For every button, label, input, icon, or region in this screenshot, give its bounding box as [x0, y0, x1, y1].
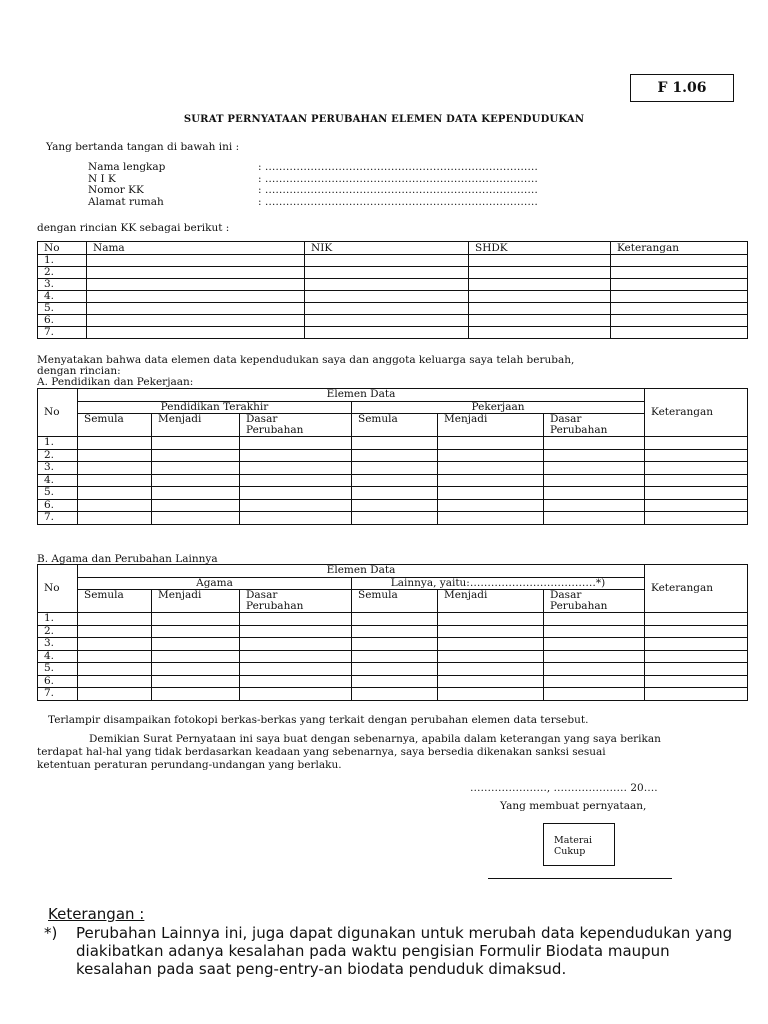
stamp-text: Materai	[554, 835, 593, 846]
cell[interactable]	[544, 638, 645, 651]
table-row	[38, 625, 748, 638]
cell[interactable]	[438, 638, 544, 651]
cell[interactable]	[438, 650, 544, 663]
row-number: 5.	[38, 487, 78, 500]
cell-keterangan[interactable]	[611, 327, 748, 339]
col-header-dasar-perubahan	[544, 414, 645, 437]
table-row	[38, 315, 748, 327]
table-row	[38, 487, 748, 500]
cell[interactable]	[152, 650, 240, 663]
cell[interactable]	[645, 487, 748, 500]
col-header-dasar-perubahan	[544, 590, 645, 613]
cell[interactable]	[352, 638, 438, 651]
col-header-semula: Semula	[78, 590, 152, 613]
section-a-title: A. Pendidikan dan Pekerjaan:	[37, 376, 194, 388]
cell[interactable]	[78, 462, 152, 475]
row-number: 2.	[38, 449, 78, 462]
cell[interactable]	[352, 449, 438, 462]
cell[interactable]	[152, 474, 240, 487]
cell[interactable]	[240, 613, 352, 626]
cell[interactable]	[438, 663, 544, 676]
col-header-dasar-perubahan	[240, 414, 352, 437]
statement-line: Menyatakan bahwa data elemen data kependudukan saya dan anggota keluarga saya telah berubah,	[37, 354, 575, 366]
table-row	[38, 688, 748, 701]
cell-nama[interactable]	[87, 279, 305, 291]
cell[interactable]	[438, 675, 544, 688]
header-line: Dasar	[246, 413, 278, 425]
cell[interactable]	[78, 499, 152, 512]
cell-shdk[interactable]	[469, 291, 611, 303]
table-row	[38, 499, 748, 512]
col-header-semula: Semula	[352, 414, 438, 437]
cell[interactable]	[645, 474, 748, 487]
cell[interactable]	[152, 675, 240, 688]
row-number: 5.	[38, 663, 78, 676]
cell[interactable]	[152, 638, 240, 651]
identity-blank: : ……………………………………………………………………	[258, 195, 538, 208]
header-line: Perubahan	[550, 424, 608, 436]
col-header-no: No	[38, 565, 78, 613]
identity-label: Nomor KK	[88, 184, 144, 196]
cell[interactable]	[240, 474, 352, 487]
cell[interactable]	[240, 487, 352, 500]
cell[interactable]	[438, 613, 544, 626]
cell[interactable]	[240, 462, 352, 475]
cell-keterangan[interactable]	[611, 255, 748, 267]
cell[interactable]	[645, 663, 748, 676]
cell[interactable]	[240, 663, 352, 676]
section-a-table	[37, 388, 748, 525]
col-header-menjadi: Menjadi	[152, 590, 240, 613]
section-b-header-row-2	[38, 577, 748, 590]
section-a-header-row-3	[38, 414, 748, 437]
note-title: Keterangan :	[48, 905, 145, 923]
cell[interactable]	[645, 462, 748, 475]
cell-nama[interactable]	[87, 267, 305, 279]
cell[interactable]	[152, 462, 240, 475]
cell-shdk[interactable]	[469, 327, 611, 339]
cell[interactable]	[438, 474, 544, 487]
table-row	[38, 291, 748, 303]
cell-nama[interactable]	[87, 291, 305, 303]
kk-intro-text: dengan rincian KK sebagai berikut :	[37, 222, 230, 234]
statement-line: dengan rincian:	[37, 365, 121, 377]
cell[interactable]	[438, 512, 544, 525]
table-row	[38, 449, 748, 462]
cell[interactable]	[352, 625, 438, 638]
section-b-header-row-1	[38, 565, 748, 578]
cell[interactable]	[544, 675, 645, 688]
cell-keterangan[interactable]	[611, 303, 748, 315]
cell[interactable]	[152, 449, 240, 462]
section-a-header-row-2	[38, 401, 748, 414]
identity-blank: : ……………………………………………………………………	[258, 161, 538, 173]
cell[interactable]	[152, 613, 240, 626]
section-b-header-row-3	[38, 590, 748, 613]
cell[interactable]	[645, 638, 748, 651]
col-header-nik: NIK	[305, 242, 469, 255]
cell-shdk[interactable]	[469, 279, 611, 291]
signer-label: Yang membuat pernyataan,	[500, 800, 647, 812]
row-number: 7.	[38, 512, 78, 525]
cell-nama[interactable]	[87, 315, 305, 327]
table-row	[38, 267, 748, 279]
cell[interactable]	[645, 499, 748, 512]
cell[interactable]	[352, 462, 438, 475]
identity-label: Nama lengkap	[88, 161, 166, 173]
cell[interactable]	[78, 675, 152, 688]
cell[interactable]	[645, 512, 748, 525]
cell[interactable]	[78, 625, 152, 638]
identity-blank: : ……………………………………………………………………	[258, 184, 538, 196]
identity-fields	[88, 162, 588, 208]
cell[interactable]	[544, 487, 645, 500]
cell[interactable]	[240, 675, 352, 688]
cell-shdk[interactable]	[469, 255, 611, 267]
cell[interactable]	[352, 474, 438, 487]
cell[interactable]	[240, 625, 352, 638]
cell-nama[interactable]	[87, 327, 305, 339]
header-line: Perubahan	[550, 600, 608, 612]
cell[interactable]	[152, 512, 240, 525]
row-number: 4.	[38, 291, 87, 303]
cell-shdk[interactable]	[469, 303, 611, 315]
cell[interactable]	[240, 512, 352, 525]
row-number: 7.	[38, 327, 87, 339]
cell[interactable]	[240, 650, 352, 663]
cell[interactable]	[645, 625, 748, 638]
row-number: 2.	[38, 267, 87, 279]
attachment-text: Terlampir disampaikan fotokopi berkas-berkas yang terkait dengan perubahan elemen data tersebut.	[48, 714, 589, 726]
row-number: 3.	[38, 279, 87, 291]
cell[interactable]	[78, 663, 152, 676]
cell[interactable]	[544, 613, 645, 626]
group-header-pendidikan: Pendidikan Terakhir	[78, 401, 352, 414]
row-number: 7.	[38, 688, 78, 701]
stamp-text: Cukup	[554, 846, 586, 857]
header-line: Perubahan	[246, 600, 304, 612]
table-row	[38, 512, 748, 525]
identity-label: Alamat rumah	[88, 195, 164, 208]
cell[interactable]	[78, 512, 152, 525]
cell-nik[interactable]	[305, 279, 469, 291]
col-header-keterangan: Keterangan	[645, 389, 748, 437]
table-row	[38, 279, 748, 291]
cell[interactable]	[438, 449, 544, 462]
cell[interactable]	[645, 688, 748, 701]
cell[interactable]	[438, 499, 544, 512]
place-date-blank: …………………., ………………… 20….	[470, 782, 658, 794]
cell-nik[interactable]	[305, 267, 469, 279]
table-row	[38, 663, 748, 676]
identity-row-kk	[88, 185, 588, 197]
identity-row-address	[88, 197, 588, 209]
cell[interactable]	[645, 437, 748, 450]
signature-line	[488, 878, 672, 879]
cell[interactable]	[78, 449, 152, 462]
col-header-shdk: SHDK	[469, 242, 611, 255]
cell-shdk[interactable]	[469, 315, 611, 327]
cell-nik[interactable]	[305, 255, 469, 267]
cell[interactable]	[645, 449, 748, 462]
row-number: 3.	[38, 462, 78, 475]
cell[interactable]	[352, 487, 438, 500]
group-header-pekerjaan: Pekerjaan	[352, 401, 645, 414]
statement-text	[37, 355, 574, 388]
cell-keterangan[interactable]	[611, 315, 748, 327]
closing-line: terdapat hal-hal yang tidak berdasarkan keadaan yang sebenarnya, saya bersedia dikenakan sanksi sesuai	[37, 746, 606, 758]
cell[interactable]	[544, 650, 645, 663]
closing-paragraph	[37, 733, 753, 772]
cell[interactable]	[240, 638, 352, 651]
cell[interactable]	[438, 462, 544, 475]
col-header-menjadi: Menjadi	[438, 414, 544, 437]
col-header-keterangan: Keterangan	[611, 242, 748, 255]
cell-nik[interactable]	[305, 315, 469, 327]
identity-label: N I K	[88, 172, 116, 185]
cell-nik[interactable]	[305, 303, 469, 315]
col-header-dasar-perubahan	[240, 590, 352, 613]
cell[interactable]	[152, 688, 240, 701]
cell[interactable]	[240, 449, 352, 462]
cell[interactable]	[352, 675, 438, 688]
header-line: Perubahan	[246, 424, 304, 436]
cell[interactable]	[544, 437, 645, 450]
cell[interactable]	[438, 625, 544, 638]
cell[interactable]	[78, 688, 152, 701]
cell[interactable]	[78, 487, 152, 500]
table-row	[38, 437, 748, 450]
row-number: 3.	[38, 638, 78, 651]
row-number: 6.	[38, 675, 78, 688]
cell-nama[interactable]	[87, 303, 305, 315]
col-header-keterangan: Keterangan	[645, 565, 748, 613]
cell[interactable]	[152, 499, 240, 512]
table-row	[38, 462, 748, 475]
table-row	[38, 327, 748, 339]
section-a-header-row-1	[38, 389, 748, 402]
col-header-semula: Semula	[78, 414, 152, 437]
cell[interactable]	[645, 650, 748, 663]
kk-table	[37, 241, 748, 339]
cell-nama[interactable]	[87, 255, 305, 267]
cell[interactable]	[78, 638, 152, 651]
kk-header-row	[38, 242, 748, 255]
row-number: 6.	[38, 315, 87, 327]
cell-keterangan[interactable]	[611, 267, 748, 279]
cell[interactable]	[152, 663, 240, 676]
table-row	[38, 303, 748, 315]
cell[interactable]	[152, 625, 240, 638]
table-row	[38, 675, 748, 688]
closing-line: Demikian Surat Pernyataan ini saya buat dengan sebenarnya, apabila dalam keterangan yang saya berikan	[89, 733, 661, 745]
cell[interactable]	[544, 499, 645, 512]
cell-keterangan[interactable]	[611, 279, 748, 291]
cell[interactable]	[78, 650, 152, 663]
cell[interactable]	[438, 437, 544, 450]
col-header-nama: Nama	[87, 242, 305, 255]
cell[interactable]	[152, 487, 240, 500]
cell[interactable]	[352, 688, 438, 701]
materai-stamp-box	[543, 823, 615, 866]
identity-row-name	[88, 162, 588, 174]
table-row	[38, 650, 748, 663]
section-b-table	[37, 564, 748, 701]
row-number: 1.	[38, 437, 78, 450]
table-row	[38, 613, 748, 626]
header-line: Dasar	[550, 589, 582, 601]
cell[interactable]	[352, 437, 438, 450]
cell[interactable]	[78, 437, 152, 450]
elemen-data-header: Elemen Data	[78, 565, 645, 578]
elemen-data-header: Elemen Data	[78, 389, 645, 402]
cell-nik[interactable]	[305, 327, 469, 339]
cell-nik[interactable]	[305, 291, 469, 303]
group-header-lainnya: Lainnya, yaitu:………………………………*)	[352, 577, 645, 590]
cell[interactable]	[645, 675, 748, 688]
cell[interactable]	[544, 474, 645, 487]
row-number: 2.	[38, 625, 78, 638]
cell[interactable]	[544, 449, 645, 462]
col-header-no: No	[38, 242, 87, 255]
cell[interactable]	[438, 487, 544, 500]
cell-shdk[interactable]	[469, 267, 611, 279]
cell[interactable]	[352, 650, 438, 663]
table-row	[38, 638, 748, 651]
row-number: 1.	[38, 255, 87, 267]
cell[interactable]	[78, 474, 152, 487]
form-code-box: F 1.06	[630, 74, 734, 102]
cell[interactable]	[544, 462, 645, 475]
col-header-semula: Semula	[352, 590, 438, 613]
section-b-title: B. Agama dan Perubahan Lainnya	[37, 553, 218, 565]
header-line: Dasar	[246, 589, 278, 601]
cell[interactable]	[240, 499, 352, 512]
table-row	[38, 255, 748, 267]
cell[interactable]	[544, 663, 645, 676]
cell[interactable]	[438, 688, 544, 701]
cell-keterangan[interactable]	[611, 291, 748, 303]
row-number: 4.	[38, 650, 78, 663]
col-header-menjadi: Menjadi	[152, 414, 240, 437]
cell[interactable]	[352, 613, 438, 626]
cell[interactable]	[352, 499, 438, 512]
cell[interactable]	[152, 437, 240, 450]
intro-text: Yang bertanda tangan di bawah ini :	[46, 141, 240, 153]
cell[interactable]	[352, 663, 438, 676]
cell[interactable]	[544, 688, 645, 701]
cell[interactable]	[645, 613, 748, 626]
col-header-no: No	[38, 389, 78, 437]
closing-line: ketentuan peraturan perundang-undangan yang berlaku.	[37, 759, 342, 771]
cell[interactable]	[544, 512, 645, 525]
note-marker: *)	[44, 924, 58, 942]
row-number: 1.	[38, 613, 78, 626]
cell[interactable]	[240, 688, 352, 701]
col-header-menjadi: Menjadi	[438, 590, 544, 613]
row-number: 4.	[38, 474, 78, 487]
group-header-agama: Agama	[78, 577, 352, 590]
header-line: Dasar	[550, 413, 582, 425]
document-title: SURAT PERNYATAAN PERUBAHAN ELEMEN DATA KEPENDUDUKAN	[183, 114, 585, 125]
row-number: 5.	[38, 303, 87, 315]
note-line: diakibatkan adanya kesalahan pada waktu pengisian Formulir Biodata maupun	[76, 942, 670, 960]
cell[interactable]	[352, 512, 438, 525]
table-row	[38, 474, 748, 487]
note-line: kesalahan pada saat peng-entry-an biodata penduduk dimaksud.	[76, 960, 567, 978]
row-number: 6.	[38, 499, 78, 512]
note-body	[76, 924, 736, 978]
note-line: Perubahan Lainnya ini, juga dapat digunakan untuk merubah data kependudukan yang	[76, 924, 733, 942]
cell[interactable]	[240, 437, 352, 450]
cell[interactable]	[78, 613, 152, 626]
identity-blank: : ……………………………………………………………………	[258, 172, 538, 185]
cell[interactable]	[544, 625, 645, 638]
